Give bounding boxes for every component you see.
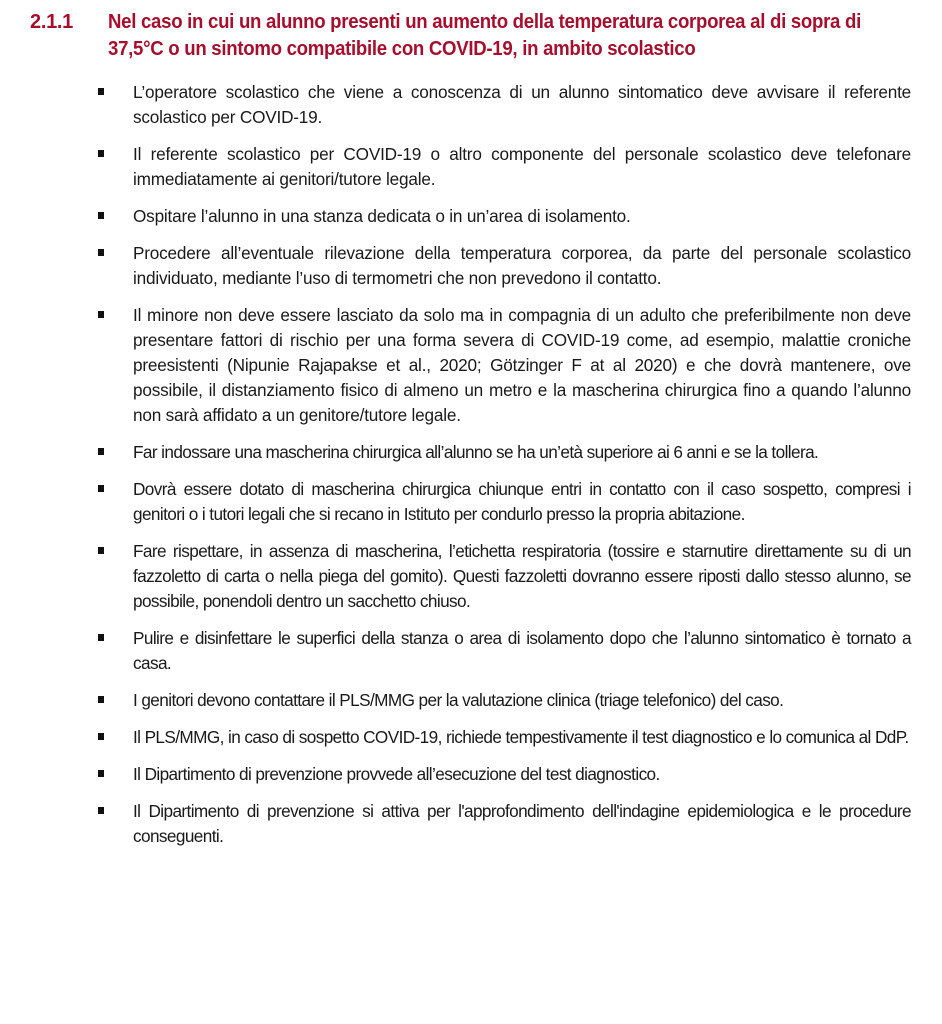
- list-item-text: Fare rispettare, in assenza di mascherina, l’etichetta respiratoria (tossire e starnutire direttamente su di un fazzoletto di carta o nella piega del gomito). Questi fazzoletti dovranno essere riposti dallo stesso alunno, se possibile, ponendoli dentro un sacchetto chiuso.: [133, 541, 911, 611]
- list-item-text: I genitori devono contattare il PLS/MMG per la valutazione clinica (triage telefonico) del caso.: [133, 690, 784, 710]
- list-item-text: Il referente scolastico per COVID-19 o altro componente del personale scolastico deve telefonare immediatamente ai genitori/tutore legale.: [133, 144, 911, 189]
- square-bullet-icon: [96, 688, 133, 713]
- list-item: [96, 241, 911, 291]
- list-item-text: Procedere all’eventuale rilevazione della temperatura corporea, da parte del personale scolastico individuato, mediante l’uso di termometri che non prevedono il contatto.: [133, 243, 911, 288]
- list-item: [96, 688, 911, 713]
- list-item: [96, 204, 911, 229]
- list-item: [96, 799, 911, 849]
- square-bullet-icon: [96, 303, 133, 328]
- bullet-list: [96, 80, 911, 861]
- square-bullet-icon: [96, 725, 133, 750]
- list-item: [96, 80, 911, 130]
- square-bullet-icon: [96, 142, 133, 167]
- section-heading: [30, 9, 930, 63]
- list-item-text: Il minore non deve essere lasciato da solo ma in compagnia di un adulto che preferibilmente non deve presentare fattori di rischio per una forma severa di COVID-19 come, ad esempio, malattie croniche preesistenti (Nipunie Rajapakse et al., 2020; Götzinger F at al 2020) e che dovrà mantenere, ove possibile, il distanziamento fisico di almeno un metro e la mascherina chirurgica fino a quando l’alunno non sarà affidato a un genitore/tutore legale.: [133, 305, 911, 425]
- list-item: [96, 539, 911, 614]
- list-item: [96, 762, 911, 787]
- square-bullet-icon: [96, 204, 133, 229]
- square-bullet-icon: [96, 539, 133, 564]
- list-item: [96, 142, 911, 192]
- square-bullet-icon: [96, 626, 133, 651]
- list-item-text: Pulire e disinfettare le superfici della stanza o area di isolamento dopo che l’alunno sintomatico è tornato a casa.: [133, 628, 911, 673]
- square-bullet-icon: [96, 440, 133, 465]
- square-bullet-icon: [96, 80, 133, 105]
- list-item-text: Il PLS/MMG, in caso di sospetto COVID-19, richiede tempestivamente il test diagnostico e lo comunica al DdP.: [133, 727, 909, 747]
- list-item: [96, 303, 911, 428]
- list-item: [96, 725, 911, 750]
- square-bullet-icon: [96, 477, 133, 502]
- list-item: [96, 440, 911, 465]
- list-item: [96, 626, 911, 676]
- list-item-text: L’operatore scolastico che viene a conoscenza di un alunno sintomatico deve avvisare il referente scolastico per COVID-19.: [133, 82, 911, 127]
- square-bullet-icon: [96, 241, 133, 266]
- list-item-text: Ospitare l’alunno in una stanza dedicata o in un’area di isolamento.: [133, 206, 631, 226]
- square-bullet-icon: [96, 762, 133, 787]
- list-item: [96, 477, 911, 527]
- list-item-text: Il Dipartimento di prevenzione provvede all’esecuzione del test diagnostico.: [133, 764, 660, 784]
- list-item-text: Dovrà essere dotato di mascherina chirurgica chiunque entri in contatto con il caso sospetto, compresi i genitori o i tutori legali che si recano in Istituto per condurlo presso la propria abitazione.: [133, 479, 911, 524]
- section-title: Nel caso in cui un alunno presenti un aumento della temperatura corporea al di sopra di 37,5°C o un sintomo compatibile con COVID-19, in ambito scolastico: [108, 11, 861, 60]
- list-item-text: Far indossare una mascherina chirurgica all’alunno se ha un’età superiore ai 6 anni e se la tollera.: [133, 442, 819, 462]
- square-bullet-icon: [96, 799, 133, 824]
- list-item-text: Il Dipartimento di prevenzione si attiva per l'approfondimento dell'indagine epidemiologica e le procedure conseguenti.: [133, 801, 911, 846]
- section-number: 2.1.1: [30, 11, 73, 33]
